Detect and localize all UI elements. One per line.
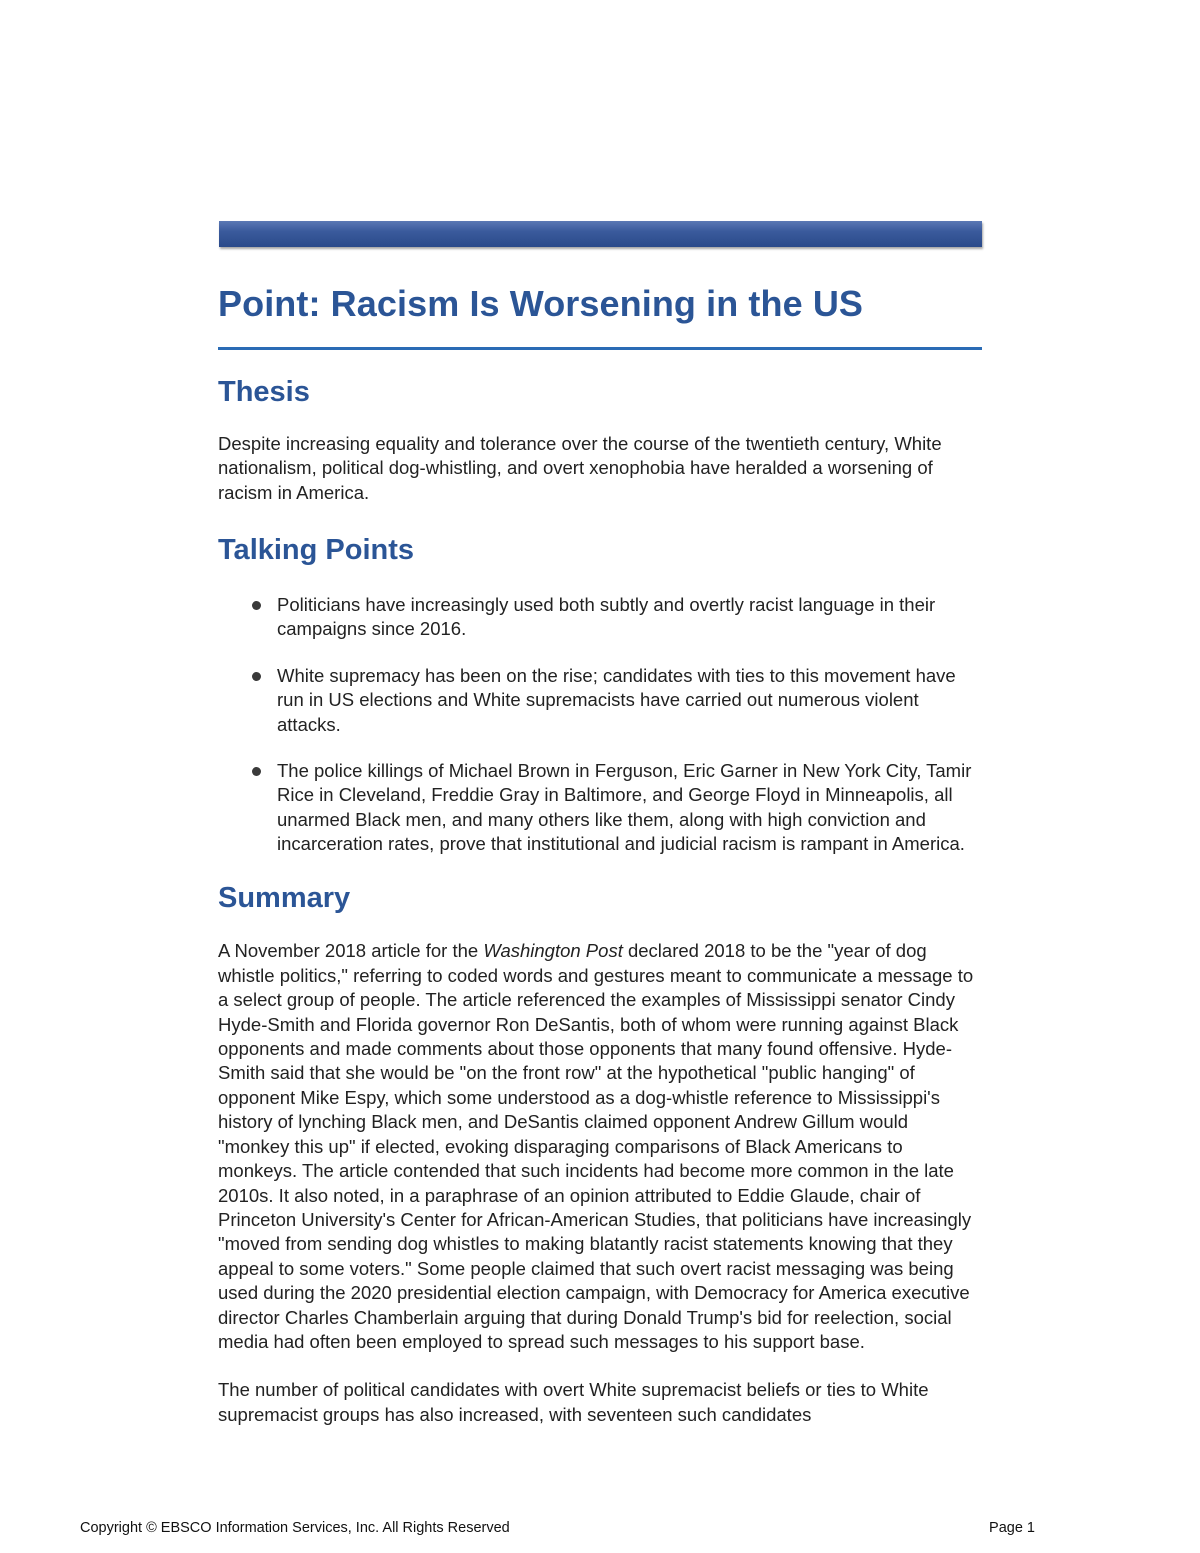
summary-heading: Summary bbox=[218, 881, 351, 914]
document-content bbox=[218, 270, 984, 1427]
list-item-text: White supremacy has been on the rise; candidates with ties to this movement have run in US elections and White supremacists have carried out numerous violent attacks. bbox=[277, 664, 956, 735]
bullet-icon bbox=[252, 672, 261, 681]
page-number: Page 1 bbox=[989, 1520, 1035, 1536]
list-item-text: Politicians have increasingly used both subtly and overtly racist language in their campaigns since 2016. bbox=[277, 594, 936, 640]
thesis-heading: Thesis bbox=[218, 376, 310, 409]
title-divider bbox=[218, 347, 982, 350]
list-item bbox=[218, 759, 984, 857]
summary-paragraph-2: The number of political candidates with overt White supremacist beliefs or ties to White supremacist groups has also increased, with seventeen such candidates bbox=[218, 1379, 929, 1425]
publication-title: Washington Post bbox=[483, 940, 623, 962]
bullet-icon bbox=[252, 767, 261, 776]
bullet-icon bbox=[252, 601, 261, 610]
list-item bbox=[218, 664, 984, 737]
talking-points-list bbox=[218, 593, 984, 857]
list-item-text: The police killings of Michael Brown in Ferguson, Eric Garner in New York City, Tamir Rice in Cleveland, Freddie Gray in Baltimore, and George Floyd in Minneapolis, all unarmed Black men, and many others like them, along with high conviction and incarceration rates, prove that institutional and judicial racism is rampant in America. bbox=[277, 760, 972, 855]
header-banner-bar bbox=[219, 221, 982, 247]
thesis-text: Despite increasing equality and tolerance over the course of the twentieth century, White nationalism, political dog-whistling, and overt xenophobia have heralded a worsening of racism in America. bbox=[218, 432, 942, 503]
copyright-notice: Copyright © EBSCO Information Services, Inc. All Rights Reserved bbox=[80, 1520, 510, 1536]
page-title: Point: Racism Is Worsening in the US bbox=[218, 283, 864, 324]
list-item bbox=[218, 593, 984, 642]
talking-points-heading: Talking Points bbox=[218, 534, 415, 567]
summary-text-start: A November 2018 article for the bbox=[218, 940, 484, 962]
summary-text-rest: declared 2018 to be the "year of dog whistle politics," referring to coded words and gestures meant to communicate a message to a select group of people. The article referenced the examples of Mississippi senator Cindy Hyde-Smith and Florida governor Ron DeSantis, both of whom were running against Black opponents and made comments about those opponents that many found offensive. Hyde-Smith said that she would be "on the front row" at the hypothetical "public hanging" of opponent Mike Espy, which some understood as a dog-whistle reference to Mississippi's history of lynching Black men, and DeSantis claimed opponent Andrew Gillum would "monkey this up" if elected, evoking disparaging comparisons of Black Americans to monkeys. The article contended that such incidents had become more common in the late 2010s. It also noted, in a paraphrase of an opinion attributed to Eddie Glaude, chair of Princeton University's Center for African-American Studies, that politicians have increasingly "moved from sending dog whistles to making blatantly racist statements knowing that they appeal to some voters." Some people claimed that such overt racist messaging was being used during the 2020 presidential election campaign, with Democracy for America executive director Charles Chamberlain arguing that during Donald Trump's bid for reelection, social media had often been employed to spread such messages to his support base. bbox=[218, 940, 974, 1352]
summary-paragraph-1 bbox=[218, 939, 984, 1354]
